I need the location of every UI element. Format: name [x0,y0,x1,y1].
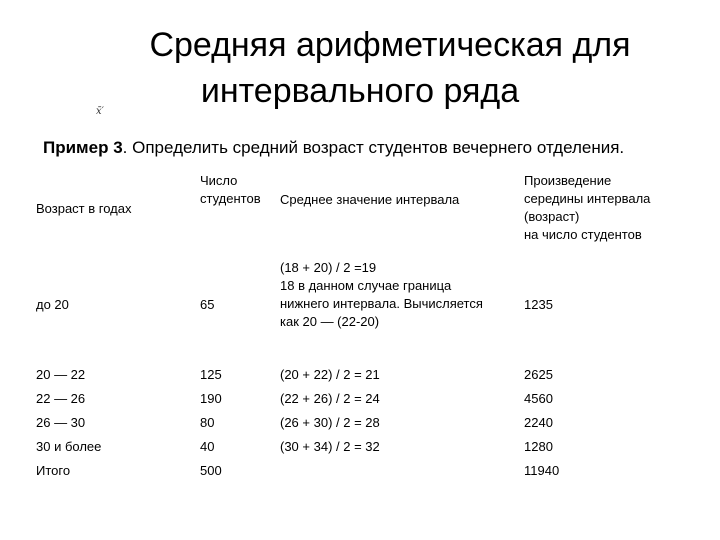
row-3-midpoint: (22 + 26) / 2 = 24 [280,391,380,406]
row-3-count: 190 [200,391,222,406]
row-5-count: 40 [200,439,215,454]
total-count: 500 [200,463,222,478]
row-1-product: 1235 [524,297,553,312]
row-4-midpoint: (26 + 30) / 2 = 28 [280,415,380,430]
row-3-age: 22 — 26 [36,391,86,406]
example-text [43,137,703,159]
total-label: Итого [36,463,71,478]
row-2-midpoint: (20 + 22) / 2 = 21 [280,367,380,382]
example-body: . Определить средний возраст студентов вечернего отделения. [122,138,625,157]
row-5-age: 30 и более [36,439,102,454]
row-1-age: до 20 [36,297,69,312]
example-label: Пример 3 [43,138,123,157]
row-2-product: 2625 [524,367,553,382]
title-line-2: интервального ряда [200,72,520,110]
row-4-product: 2240 [524,415,553,430]
row-5-product: 1280 [524,439,553,454]
header-product: Произведение середины интервала (возраст) на число студентов [524,173,651,242]
header-midpoint: Среднее значение интервала [280,192,460,207]
total-product: 11940 [524,463,560,478]
title-line-1: Средняя арифметическая для [149,26,631,64]
row-1-count: 65 [200,297,215,312]
row-3-product: 4560 [524,391,553,406]
row-4-age: 26 — 30 [36,415,86,430]
row-2-count: 125 [200,367,222,382]
row-2-age: 20 — 22 [36,367,86,382]
slide-title [0,22,720,114]
formula-mark: x̄′ [96,106,104,117]
header-age: Возраст в годах [36,201,132,216]
row-4-count: 80 [200,415,215,430]
header-count: Число студентов [200,173,261,206]
row-1-midpoint: (18 + 20) / 2 =19 18 в данном случае граница нижнего интервала. Вычисляется как 20 — (22-20) [280,260,483,329]
row-5-midpoint: (30 + 34) / 2 = 32 [280,439,380,454]
